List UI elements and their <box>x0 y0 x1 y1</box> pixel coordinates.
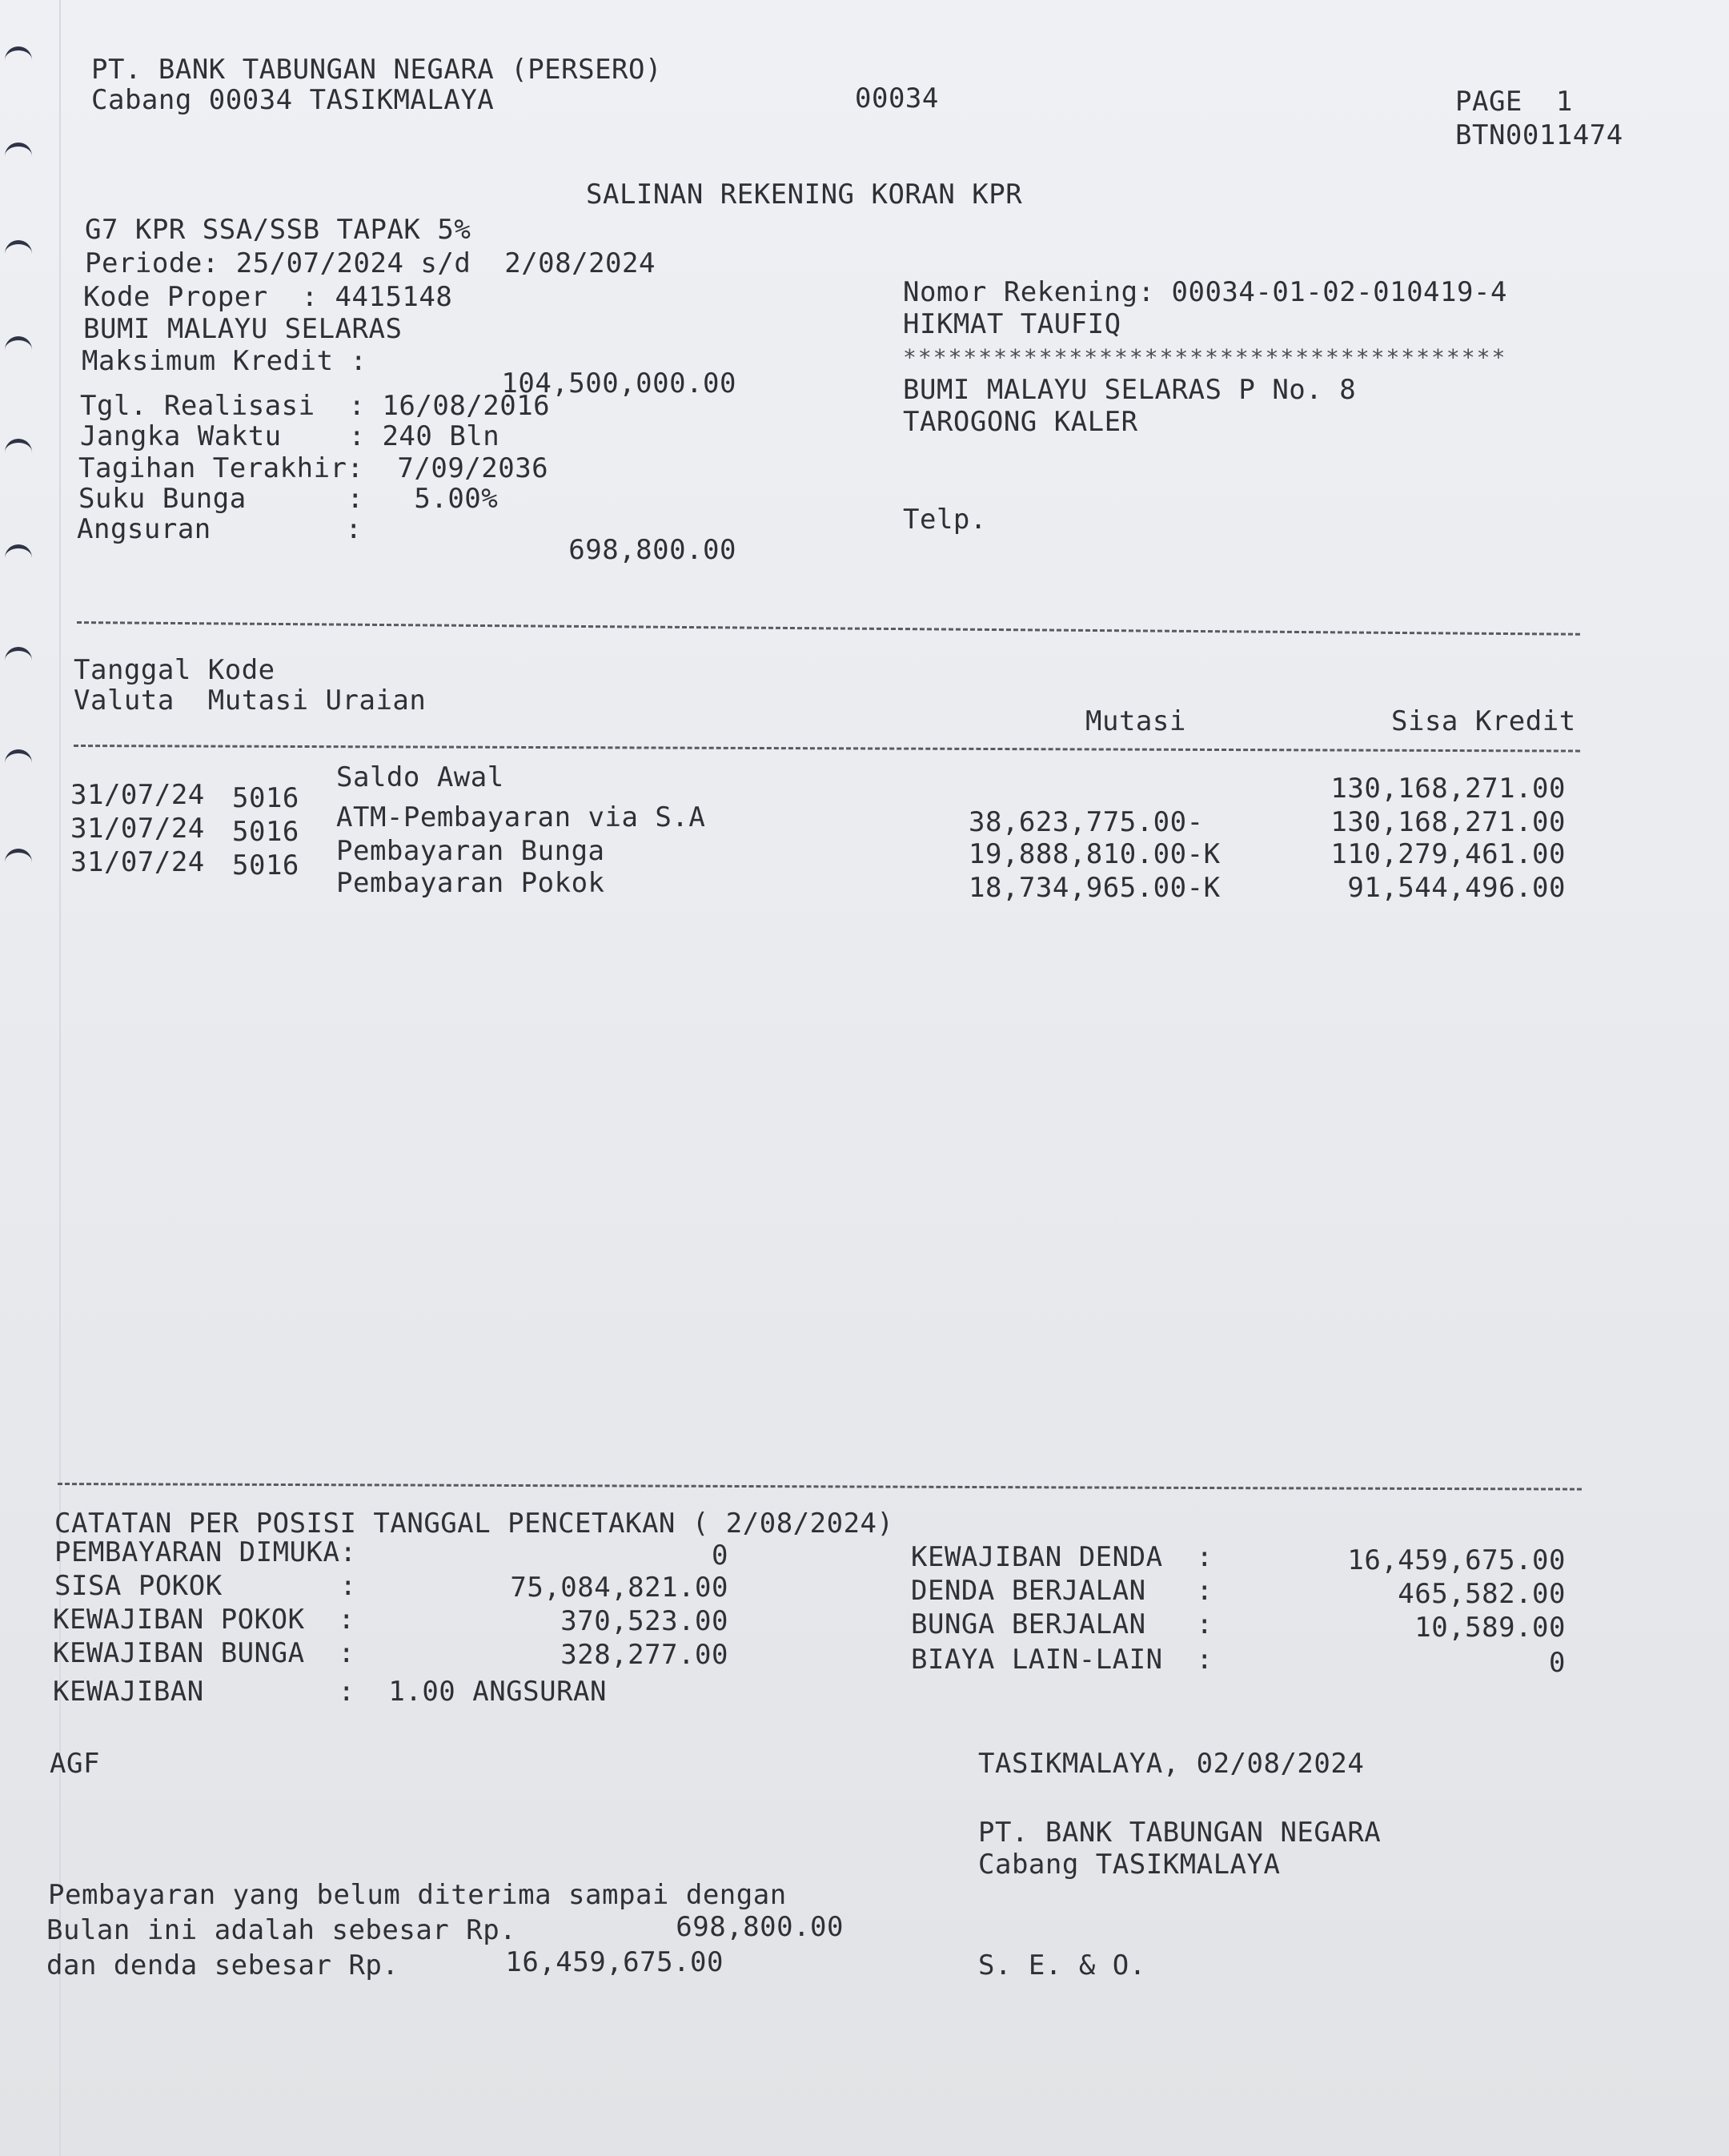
account-number: Nomor Rekening: 00034-01-02-010419-4 <box>903 276 1507 308</box>
row-code: 5016 <box>232 782 299 814</box>
prepayment-value: 0 <box>712 1540 728 1572</box>
row-remaining-credit: 130,168,271.00 <box>1330 773 1566 805</box>
max-credit-label: Maksimum Kredit : <box>82 345 367 377</box>
officer-initials: AGF <box>50 1748 100 1780</box>
col-header-valuta-mutasi-uraian: Valuta Mutasi Uraian <box>74 685 427 717</box>
telephone-label: Telp. <box>903 504 987 536</box>
remaining-principal-value: 75,084,821.00 <box>510 1572 728 1604</box>
signer-bank: PT. BANK TABUNGAN NEGARA <box>978 1817 1382 1849</box>
customer-name: HIKMAT TAUFIQ <box>903 308 1121 340</box>
margin-rule <box>59 0 61 2156</box>
address-line-1: BUMI MALAYU SELARAS P No. 8 <box>903 374 1357 406</box>
penalty-obligation-value: 16,459,675.00 <box>1347 1544 1566 1576</box>
last-billing-date: Tagihan Terakhir: 7/09/2036 <box>78 452 549 484</box>
installment-label: Angsuran : <box>77 513 363 545</box>
obligation-installments: KEWAJIBAN : 1.00 ANGSURAN <box>53 1676 608 1708</box>
unpaid-penalty-amount: 16,459,675.00 <box>505 1946 724 1978</box>
branch-code: 00034 <box>855 82 939 114</box>
remaining-principal-label: SISA POKOK : <box>54 1570 357 1602</box>
print-position-note: CATATAN PER POSISI TANGGAL PENCETAKAN ( 2/08/2024) <box>54 1508 894 1540</box>
row-description: Pembayaran Pokok <box>336 867 605 899</box>
row-remaining-credit: 91,544,496.00 <box>1347 872 1566 904</box>
unpaid-note-line-2-label: Bulan ini adalah sebesar Rp. <box>46 1914 517 1946</box>
page-number: PAGE 1 <box>1455 86 1573 118</box>
asterisk-separator: **************************************** <box>903 344 1507 371</box>
col-header-sisa-kredit: Sisa Kredit <box>1391 705 1576 737</box>
row-mutation: 38,623,775.00- <box>969 806 1204 838</box>
place-and-date: TASIKMALAYA, 02/08/2024 <box>978 1748 1365 1780</box>
current-penalty-label: DENDA BERJALAN : <box>911 1575 1214 1607</box>
row-description: Saldo Awal <box>336 761 504 793</box>
binder-hole-icon <box>5 647 32 665</box>
branch-name: Cabang 00034 TASIKMALAYA <box>91 84 495 116</box>
product-name: G7 KPR SSA/SSB TAPAK 5% <box>85 214 471 246</box>
prepayment-label: PEMBAYARAN DIMUKA: <box>54 1536 357 1568</box>
principal-obligation-value: 370,523.00 <box>560 1605 728 1637</box>
bank-name: PT. BANK TABUNGAN NEGARA (PERSERO) <box>91 54 662 86</box>
document-id: BTN0011474 <box>1455 119 1623 151</box>
col-header-tanggal-kode: Tanggal Kode <box>74 654 275 686</box>
other-fees-value: 0 <box>1549 1647 1566 1679</box>
current-penalty-value: 465,582.00 <box>1398 1578 1566 1610</box>
row-mutation: 18,734,965.00-K <box>969 872 1221 904</box>
unpaid-note-line-1: Pembayaran yang belum diterima sampai dengan <box>48 1879 787 1911</box>
penalty-obligation-label: KEWAJIBAN DENDA : <box>911 1541 1214 1573</box>
other-fees-label: BIAYA LAIN-LAIN : <box>911 1644 1214 1676</box>
seo-note: S. E. & O. <box>978 1949 1146 1981</box>
realization-date: Tgl. Realisasi : 16/08/2016 <box>80 390 551 422</box>
binder-hole-icon <box>5 143 32 161</box>
table-top-divider <box>77 621 1580 636</box>
principal-obligation-label: KEWAJIBAN POKOK : <box>53 1604 355 1636</box>
row-mutation: 19,888,810.00-K <box>969 838 1221 870</box>
binder-hole-icon <box>5 544 32 563</box>
summary-divider <box>58 1483 1582 1491</box>
row-date: 31/07/24 <box>70 779 205 811</box>
unpaid-note-line-3-label: dan denda sebesar Rp. <box>46 1949 399 1981</box>
row-date: 31/07/24 <box>70 813 205 845</box>
row-code: 5016 <box>232 849 299 881</box>
kode-proper: Kode Proper : 4415148 <box>83 281 453 313</box>
address-line-2: TAROGONG KALER <box>903 406 1138 438</box>
row-remaining-credit: 110,279,461.00 <box>1330 838 1566 870</box>
binder-hole-icon <box>5 336 32 355</box>
page-title: SALINAN REKENING KORAN KPR <box>586 179 1023 211</box>
interest-rate: Suku Bunga : 5.00% <box>78 483 499 515</box>
row-code: 5016 <box>232 816 299 848</box>
interest-obligation-label: KEWAJIBAN BUNGA : <box>53 1637 355 1669</box>
unpaid-note-amount: 698,800.00 <box>676 1911 844 1943</box>
project-name: BUMI MALAYU SELARAS <box>83 313 403 345</box>
loan-term: Jangka Waktu : 240 Bln <box>80 420 500 452</box>
binder-hole-icon <box>5 439 32 457</box>
current-interest-label: BUNGA BERJALAN : <box>911 1608 1214 1640</box>
row-date: 31/07/24 <box>70 846 205 878</box>
signer-branch: Cabang TASIKMALAYA <box>978 1849 1281 1881</box>
current-interest-value: 10,589.00 <box>1414 1612 1566 1644</box>
binder-hole-icon <box>5 849 32 867</box>
installment-value: 698,800.00 <box>568 534 736 566</box>
row-description: ATM-Pembayaran via S.A <box>336 801 706 833</box>
interest-obligation-value: 328,277.00 <box>560 1639 728 1671</box>
binder-hole-icon <box>5 46 32 65</box>
row-description: Pembayaran Bunga <box>336 835 605 867</box>
row-remaining-credit: 130,168,271.00 <box>1330 806 1566 838</box>
statement-period: Periode: 25/07/2024 s/d 2/08/2024 <box>85 247 656 279</box>
max-credit-value: 104,500,000.00 <box>501 367 736 399</box>
table-header-divider <box>74 745 1580 753</box>
binder-hole-icon <box>5 240 32 259</box>
col-header-mutasi: Mutasi <box>1085 705 1186 737</box>
binder-hole-icon <box>5 749 32 768</box>
